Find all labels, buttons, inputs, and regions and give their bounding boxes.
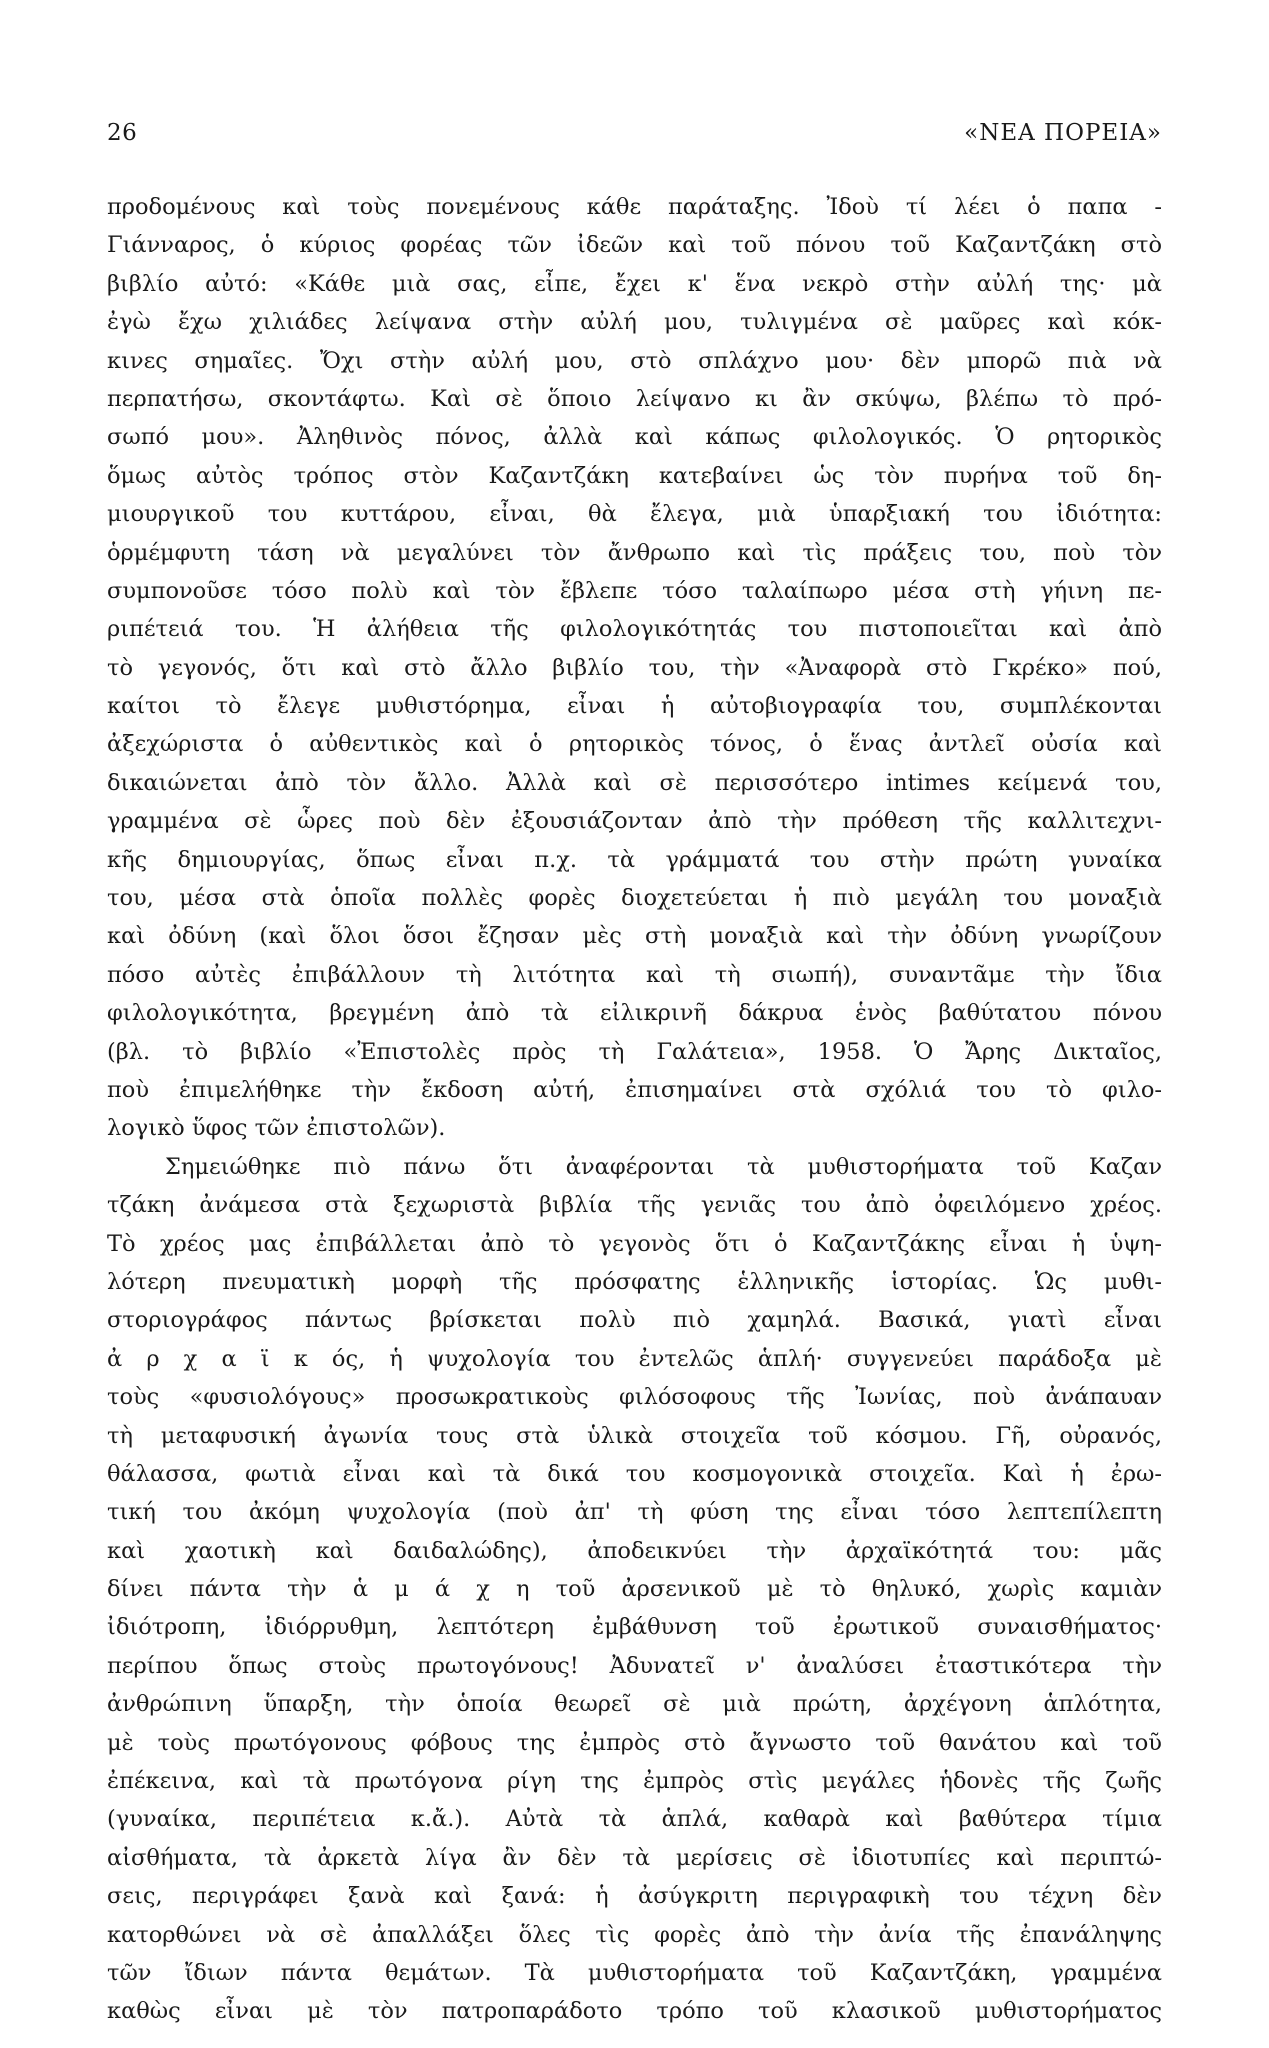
text-line: (βλ. τὸ βιβλίο «Ἐπιστολὲς πρὸς τὴ Γαλάτεια», 1958. Ὁ Ἄρης Δικταῖος, [107,1038,1162,1065]
text-line: τὸ γεγονός, ὅτι καὶ στὸ ἄλλο βιβλίο του, τὴν «Ἀναφορὰ στὸ Γκρέκο» πού, [107,654,1162,681]
text-line: σωπό μου». Ἀληθινὸς πόνος, ἀλλὰ καὶ κάπως φιλολογικός. Ὁ ρητορικὸς [107,424,1162,451]
text-line: ἀνθρώπινη ὕπαρξη, τὴν ὁποία θεωρεῖ σὲ μιὰ πρώτη, ἀρχέγονη ἁπλότητα, [107,1691,1162,1718]
text-line: στοριογράφος πάντως βρίσκεται πολὺ πιὸ χαμηλά. Βασικά, γιατὶ εἶναι [107,1307,1162,1334]
text-line: ἐπέκεινα, καὶ τὰ πρωτόγονα ρίγη της ἐμπρὸς στὶς μεγάλες ἡδονὲς τῆς ζωῆς [107,1768,1162,1795]
text-line: καίτοι τὸ ἔλεγε μυθιστόρημα, εἶναι ἡ αὐτοβιογραφία του, συμπλέκονται [107,693,1162,720]
body-text [107,188,1162,2031]
text-line: ἀ ρ χ α ϊ κ ός, ἡ ψυχολογία του ἐντελῶς ἁπλή· συγγενεύει παράδοξα μὲ [107,1345,1162,1372]
text-line: πόσο αὐτὲς ἐπιβάλλουν τὴ λιτότητα καὶ τὴ σιωπή), συναντᾶμε τὴν ἴδια [107,961,1162,988]
text-line: τοὺς «φυσιολόγους» προσωκρατικοὺς φιλόσοφους τῆς Ἰωνίας, ποὺ ἀνάπαυαν [107,1384,1162,1411]
text-line: γραμμένα σὲ ὧρες ποὺ δὲν ἐξουσιάζονταν ἀπὸ τὴν πρόθεση τῆς καλλιτεχνι- [107,808,1162,835]
text-line: ἀξεχώριστα ὁ αὐθεντικὸς καὶ ὁ ρητορικὸς τόνος, ὁ ἕνας ἀντλεῖ οὐσία καὶ [107,731,1162,758]
running-head [107,120,1162,154]
text-line: βιβλίο αὐτό: «Κάθε μιὰ σας, εἶπε, ἔχει κ' ἕνα νεκρὸ στὴν αὐλή της· μὰ [107,270,1162,297]
text-line: τζάκη ἀνάμεσα στὰ ξεχωριστὰ βιβλία τῆς γενιᾶς του ἀπὸ ὀφειλόμενο χρέος. [107,1192,1162,1219]
text-line: συμπονοῦσε τόσο πολὺ καὶ τὸν ἔβλεπε τόσο ταλαίπωρο μέσα στὴ γήινη πε- [107,577,1162,604]
text-line: καὶ χαοτικὴ καὶ δαιδαλώδης), ἀποδεικνύει τὴν ἀρχαϊκότητά του: μᾶς [107,1537,1162,1564]
text-line: μὲ τοὺς πρωτόγονους φόβους της ἐμπρὸς στὸ ἄγνωστο τοῦ θανάτου καὶ τοῦ [107,1729,1162,1756]
text-line: καθὼς εἶναι μὲ τὸν πατροπαράδοτο τρόπο τοῦ κλασικοῦ μυθιστορήματος [107,1998,1162,2025]
text-line: ριπέτειά του. Ἡ ἀλήθεια τῆς φιλολογικότητάς του πιστοποιεῖται καὶ ἀπὸ [107,616,1162,643]
text-line: λότερη πνευματικὴ μορφὴ τῆς πρόσφατης ἑλληνικῆς ἱστορίας. Ὡς μυθι- [107,1268,1162,1295]
text-line: κῆς δημιουργίας, ὅπως εἶναι π.χ. τὰ γράμματά του στὴν πρώτη γυναίκα [107,846,1162,873]
text-line: φιλολογικότητα, βρεγμένη ἀπὸ τὰ εἰλικρινῆ δάκρυα ἑνὸς βαθύτατου πόνου [107,1000,1162,1027]
text-line: (γυναίκα, περιπέτεια κ.ἄ.). Αὐτὰ τὰ ἁπλά, καθαρὰ καὶ βαθύτερα τίμια [107,1806,1162,1833]
text-line: ποὺ ἐπιμελήθηκε τὴν ἔκδοση αὐτή, ἐπισημαίνει στὰ σχόλιά του τὸ φιλο- [107,1076,1162,1103]
text-line: μιουργικοῦ του κυττάρου, εἶναι, θὰ ἔλεγα, μιὰ ὑπαρξιακή του ἰδιότητα: [107,501,1162,528]
text-line: περπατήσω, σκοντάφτω. Καὶ σὲ ὅποιο λείψανο κι ἂν σκύψω, βλέπω τὸ πρό- [107,385,1162,412]
text-line: τική του ἀκόμη ψυχολογία (ποὺ ἀπ' τὴ φύση της εἶναι τόσο λεπτεπίλεπτη [107,1499,1162,1526]
text-line: ἰδιότροπη, ἰδιόρρυθμη, λεπτότερη ἐμβάθυνση τοῦ ἐρωτικοῦ συναισθήματος· [107,1614,1162,1641]
text-line: τὴ μεταφυσική ἀγωνία τους στὰ ὑλικὰ στοιχεῖα τοῦ κόσμου. Γῆ, οὐρανός, [107,1422,1162,1449]
journal-title: «ΝΕΑ ΠΟΡΕΙΑ» [964,120,1162,146]
text-line: αἰσθήματα, τὰ ἀρκετὰ λίγα ἂν δὲν τὰ μερίσεις σὲ ἰδιοτυπίες καὶ περιπτώ- [107,1844,1162,1871]
text-line: καὶ ὀδύνη (καὶ ὅλοι ὅσοι ἔζησαν μὲς στὴ μοναξιὰ καὶ τὴν ὀδύνη γνωρίζουν [107,923,1162,950]
text-line: δίνει πάντα τὴν ἁ μ ά χ η τοῦ ἀρσενικοῦ μὲ τὸ θηλυκό, χωρὶς καμιὰν [107,1576,1162,1603]
text-line: λογικὸ ὕφος τῶν ἐπιστολῶν). [107,1115,446,1142]
text-line: Γιάνναρος, ὁ κύριος φορέας τῶν ἰδεῶν καὶ τοῦ πόνου τοῦ Καζαντζάκη στὸ [107,232,1162,259]
text-line: του, μέσα στὰ ὁποῖα πολλὲς φορὲς διοχετεύεται ἡ πιὸ μεγάλη του μοναξιὰ [107,885,1162,912]
text-line: θάλασσα, φωτιὰ εἶναι καὶ τὰ δικά του κοσμογονικὰ στοιχεῖα. Καὶ ἡ ἐρω- [107,1460,1162,1487]
text-line: περίπου ὅπως στοὺς πρωτογόνους! Ἀδυνατεῖ ν' ἀναλύσει ἐταστικότερα τὴν [107,1652,1162,1679]
text-line: Σημειώθηκε πιὸ πάνω ὅτι ἀναφέρονται τὰ μυθιστορήματα τοῦ Καζαν [165,1153,1162,1180]
text-line: Τὸ χρέος μας ἐπιβάλλεται ἀπὸ τὸ γεγονὸς ὅτι ὁ Καζαντζάκης εἶναι ἡ ὑψη- [107,1230,1162,1257]
text-line: προδομένους καὶ τοὺς πονεμένους κάθε παράταξης. Ἰδοὺ τί λέει ὁ παπα - [107,194,1162,220]
text-line: κατορθώνει νὰ σὲ ἀπαλλάξει ὅλες τὶς φορὲς ἀπὸ τὴν ἀνία τῆς ἐπανάληψης [107,1921,1162,1948]
text-line: δικαιώνεται ἀπὸ τὸν ἄλλο. Ἀλλὰ καὶ σὲ περισσότερο intimes κείμενά του, [107,769,1162,796]
text-line: ἐγὼ ἔχω χιλιάδες λείψανα στὴν αὐλή μου, τυλιγμένα σὲ μαῦρες καὶ κόκ- [107,309,1162,336]
text-line: σεις, περιγράφει ξανὰ καὶ ξανά: ἡ ἀσύγκριτη περιγραφικὴ του τέχνη δὲν [107,1883,1162,1910]
text-line: ὁρμέμφυτη τάση νὰ μεγαλύνει τὸν ἄνθρωπο καὶ τὶς πράξεις του, ποὺ τὸν [107,539,1162,566]
page-number: 26 [107,120,138,146]
text-line: κινες σημαῖες. Ὄχι στὴν αὐλή μου, στὸ σπλάχνο μου· δὲν μπορῶ πιὰ νὰ [107,347,1162,374]
text-line: ὅμως αὐτὸς τρόπος στὸν Καζαντζάκη κατεβαίνει ὡς τὸν πυρήνα τοῦ δη- [107,462,1162,489]
text-line: τῶν ἴδιων πάντα θεμάτων. Τὰ μυθιστορήματα τοῦ Καζαντζάκη, γραμμένα [107,1959,1162,1986]
